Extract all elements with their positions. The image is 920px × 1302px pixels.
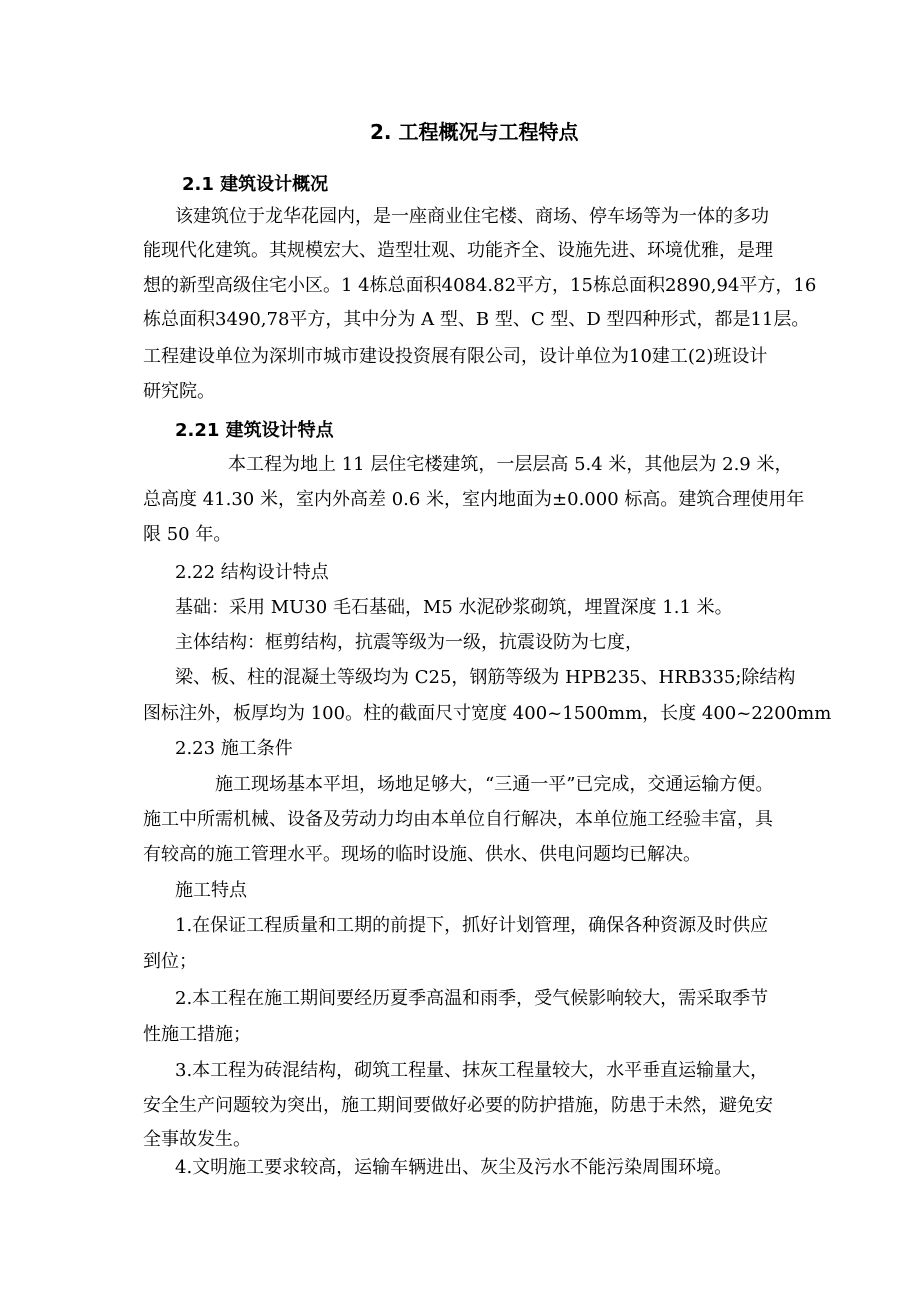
list-item-continuation: 到位；: [143, 951, 197, 972]
list-item: 1.在保证工程质量和工期的前提下，抓好计划管理，确保各种资源及时供应: [175, 915, 769, 936]
list-item: 4.文明施工要求较高，运输车辆进出、灰尘及污水不能污染周围环境。: [175, 1157, 733, 1178]
list-item-continuation: 安全生产问题较为突出，施工期间要做好必要的防护措施，防患于未然，避免安: [143, 1095, 773, 1116]
paragraph-line: 主体结构：框剪结构，抗震等级为一级，抗震设防为七度，: [175, 632, 643, 653]
paragraph-line: 施工现场基本平坦，场地足够大，“三通一平”已完成，交通运输方便。: [215, 774, 774, 795]
section-heading-2-22: 2.22 结构设计特点: [175, 562, 329, 583]
paragraph-line: 施工中所需机械、设备及劳动力均由本单位自行解决，本单位施工经验丰富，具: [143, 809, 773, 830]
page-title: 2. 工程概况与工程特点: [370, 120, 579, 144]
list-item-continuation: 全事故发生。: [143, 1129, 251, 1150]
section-heading-2-23: 2.23 施工条件: [175, 738, 293, 759]
section-heading-features: 施工特点: [175, 880, 247, 901]
section-heading-2-21: 2.21 建筑设计特点: [175, 420, 334, 441]
paragraph-line: 想的新型高级住宅小区。1 4栋总面积4084.82平方，15栋总面积2890,94平方，16: [143, 275, 817, 296]
list-item-continuation: 性施工措施；: [143, 1024, 251, 1045]
paragraph-line: 限 50 年。: [143, 524, 232, 545]
paragraph-line: 研究院。: [143, 381, 215, 402]
paragraph-line: 有较高的施工管理水平。现场的临时设施、供水、供电问题均已解决。: [143, 844, 701, 865]
paragraph-line: 基础：采用 MU30 毛石基础，M5 水泥砂浆砌筑，埋置深度 1.1 米。: [175, 597, 733, 618]
section-heading-2-1: 2.1 建筑设计概况: [182, 174, 329, 195]
paragraph-line: 该建筑位于龙华花园内，是一座商业住宅楼、商场、停车场等为一体的多功: [175, 206, 769, 227]
paragraph-line: 工程建设单位为深圳市城市建设投资展有限公司，设计单位为10建工(2)班设计: [143, 346, 768, 367]
list-item: 3.本工程为砖混结构，砌筑工程量、抹灰工程量较大，水平垂直运输量大，: [175, 1060, 769, 1081]
paragraph-line: 能现代化建筑。其规模宏大、造型壮观、功能齐全、设施先进、环境优雅，是理: [143, 240, 773, 261]
paragraph-line: 图标注外，板厚均为 100。柱的截面尺寸宽度 400~1500mm，长度 400~2200mm: [143, 703, 832, 724]
paragraph-line: 总高度 41.30 米，室内外高差 0.6 米，室内地面为±0.000 标高。建筑合理使用年: [143, 489, 805, 510]
paragraph-line: 梁、板、柱的混凝土等级均为 C25，钢筋等级为 HPB235、HRB335;除结构: [175, 667, 796, 688]
paragraph-line: 本工程为地上 11 层住宅楼建筑，一层层高 5.4 米，其他层为 2.9 米，: [228, 454, 793, 475]
paragraph-line: 栋总面积3490,78平方，其中分为 A 型、B 型、C 型、D 型四种形式，都是11层。: [143, 309, 810, 330]
list-item: 2.本工程在施工期间要经历夏季高温和雨季，受气候影响较大，需采取季节: [175, 988, 769, 1009]
